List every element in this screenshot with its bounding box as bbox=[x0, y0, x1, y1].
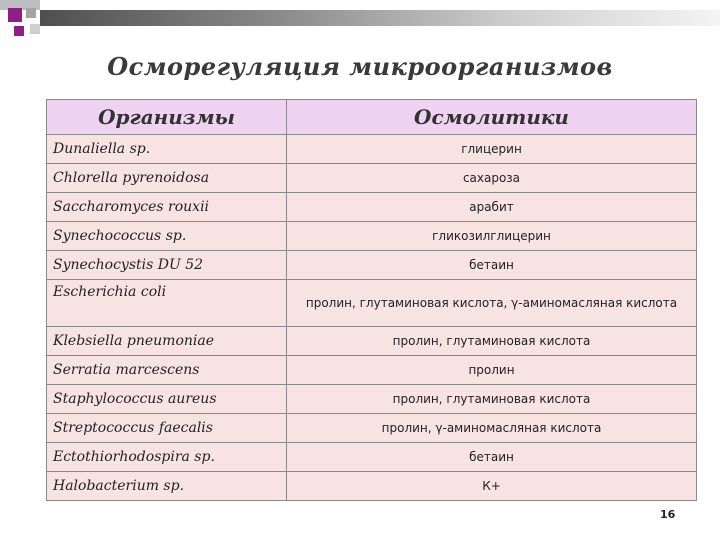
osmolyte-cell: пролин bbox=[287, 356, 697, 385]
organism-cell: Ectothiorhodospira sp. bbox=[47, 443, 287, 472]
table-row bbox=[47, 280, 697, 327]
table-row bbox=[47, 356, 697, 385]
osmolyte-cell: пролин, глутаминовая кислота bbox=[287, 327, 697, 356]
header-organisms: Организмы bbox=[47, 100, 287, 135]
header-osmolytes: Осмолитики bbox=[287, 100, 697, 135]
table-row bbox=[47, 443, 697, 472]
organism-cell: Serratia marcescens bbox=[47, 356, 287, 385]
decor-square-purple bbox=[8, 8, 22, 22]
organism-cell: Escherichia coli bbox=[47, 280, 287, 327]
osmolyte-cell: пролин, глутаминовая кислота bbox=[287, 385, 697, 414]
organism-cell: Streptococcus faecalis bbox=[47, 414, 287, 443]
organism-cell: Klebsiella pneumoniae bbox=[47, 327, 287, 356]
table-row bbox=[47, 327, 697, 356]
decor-square-light bbox=[30, 24, 40, 34]
osmolyte-cell: арабит bbox=[287, 193, 697, 222]
organism-cell: Synechocystis DU 52 bbox=[47, 251, 287, 280]
osmolyte-cell: пролин, глутаминовая кислота, γ-аминомасляная кислота bbox=[287, 280, 697, 327]
table-row bbox=[47, 193, 697, 222]
osmolyte-cell: глицерин bbox=[287, 135, 697, 164]
organism-cell: Saccharomyces rouxii bbox=[47, 193, 287, 222]
osmolytes-table bbox=[46, 99, 697, 501]
page-number: 16 bbox=[660, 508, 676, 521]
table-row bbox=[47, 222, 697, 251]
organism-cell: Dunaliella sp. bbox=[47, 135, 287, 164]
decor-gradient-bar bbox=[40, 10, 720, 26]
table-row bbox=[47, 472, 697, 501]
table-row bbox=[47, 135, 697, 164]
osmolyte-cell: бетаин bbox=[287, 251, 697, 280]
slide-title: Осморегуляция микроорганизмов bbox=[107, 52, 613, 81]
organism-cell: Synechococcus sp. bbox=[47, 222, 287, 251]
osmolyte-cell: пролин, γ-аминомасляная кислота bbox=[287, 414, 697, 443]
table-row bbox=[47, 385, 697, 414]
table-row bbox=[47, 251, 697, 280]
table-header-row bbox=[47, 100, 697, 135]
table-row bbox=[47, 414, 697, 443]
osmolyte-cell: бетаин bbox=[287, 443, 697, 472]
decor-square-gray bbox=[26, 8, 36, 18]
table-row bbox=[47, 164, 697, 193]
organism-cell: Chlorella pyrenoidosa bbox=[47, 164, 287, 193]
osmolyte-cell: гликозилглицерин bbox=[287, 222, 697, 251]
organism-cell: Halobacterium sp. bbox=[47, 472, 287, 501]
osmolyte-cell: сахароза bbox=[287, 164, 697, 193]
organism-cell: Staphylococcus aureus bbox=[47, 385, 287, 414]
osmolyte-cell: К+ bbox=[287, 472, 697, 501]
decor-square-purple-small bbox=[14, 26, 24, 36]
